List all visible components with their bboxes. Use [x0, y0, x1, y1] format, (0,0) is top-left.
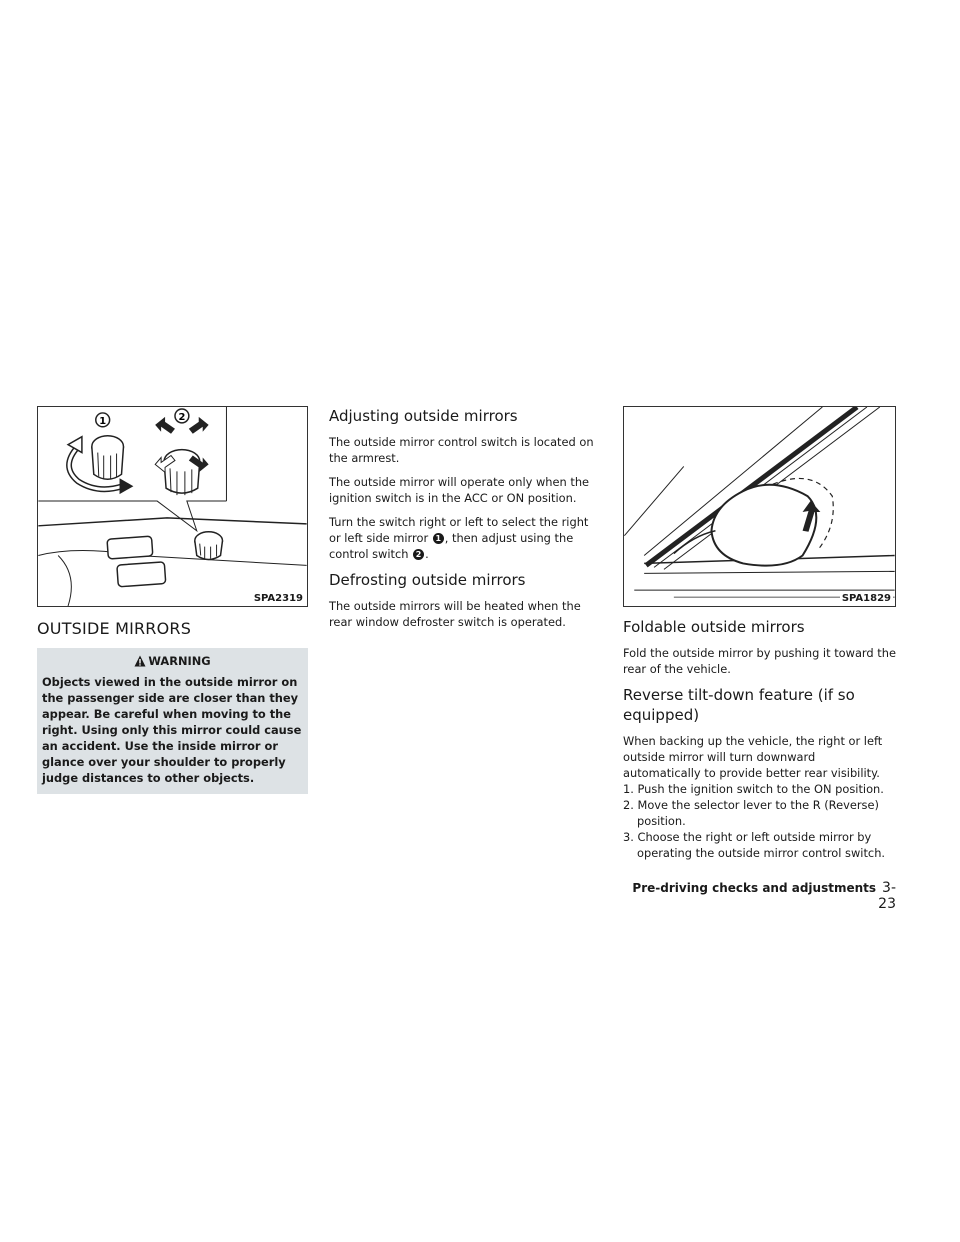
folding-mirror-figure	[623, 406, 896, 607]
figure-code: SPA2319	[253, 593, 303, 604]
adjusting-p3-c: .	[425, 547, 429, 561]
marker-1-badge: 1	[433, 533, 444, 544]
folding-mirror-illustration	[624, 407, 895, 606]
foldable-title: Foldable outside mirrors	[623, 618, 805, 636]
step-item	[623, 781, 896, 797]
adjusting-p3-b: , then adjust using the control switch	[329, 531, 574, 561]
marker-1-text: 1	[99, 415, 107, 427]
right-column	[623, 406, 896, 861]
middle-column	[329, 406, 602, 638]
page-footer	[623, 880, 896, 912]
marker-2-text: 2	[178, 411, 186, 423]
page-number: 3-23	[878, 880, 896, 912]
step-number: 3.	[623, 830, 634, 844]
warning-icon	[134, 655, 146, 667]
adjusting-title: Adjusting outside mirrors	[329, 407, 518, 425]
step-number: 1.	[623, 782, 634, 796]
step-item	[623, 797, 896, 829]
mirror-switch-figure	[37, 406, 308, 607]
warning-title: WARNING	[148, 654, 211, 668]
adjusting-p3-a: Turn the switch right or left to select the right or left side mirror	[329, 515, 589, 545]
adjusting-p2: The outside mirror will operate only when the ignition switch is in the ACC or ON position.	[329, 475, 590, 505]
section-title: OUTSIDE MIRRORS	[37, 619, 192, 638]
left-column	[37, 406, 308, 794]
defrosting-p1: The outside mirrors will be heated when the rear window defroster switch is operated.	[329, 599, 581, 629]
step-text: Move the selector lever to the R (Reverse) position.	[637, 798, 879, 828]
foldable-p1: Fold the outside mirror by pushing it toward the rear of the vehicle.	[623, 646, 896, 676]
steps-list	[623, 781, 896, 861]
step-number: 2.	[623, 798, 634, 812]
step-text: Choose the right or left outside mirror by operating the outside mirror control switch.	[637, 830, 886, 860]
adjusting-p3	[329, 514, 602, 562]
marker-2-badge: 2	[413, 549, 424, 560]
warning-box	[37, 648, 308, 794]
warning-text: Objects viewed in the outside mirror on the passenger side are closer than they appear. Be careful when moving to the right. Using only this mirror could cause an accident. Use the inside mirror or glance over your shoulder to properly judge distances to other objects.	[42, 675, 302, 785]
warning-heading	[42, 654, 303, 668]
adjusting-p1: The outside mirror control switch is located on the armrest.	[329, 435, 594, 465]
step-text: Push the ignition switch to the ON position.	[637, 782, 884, 796]
defrosting-title: Defrosting outside mirrors	[329, 571, 526, 589]
figure-code: SPA1829	[841, 593, 891, 604]
step-item	[623, 829, 896, 861]
footer-section: Pre-driving checks and adjustments	[632, 881, 877, 895]
reverse-p1: When backing up the vehicle, the right or left outside mirror will turn downward automatically to provide better rear visibility.	[623, 734, 883, 780]
reverse-title: Reverse tilt-down feature (if so equipped)	[623, 686, 855, 724]
mirror-switch-illustration	[38, 407, 307, 606]
